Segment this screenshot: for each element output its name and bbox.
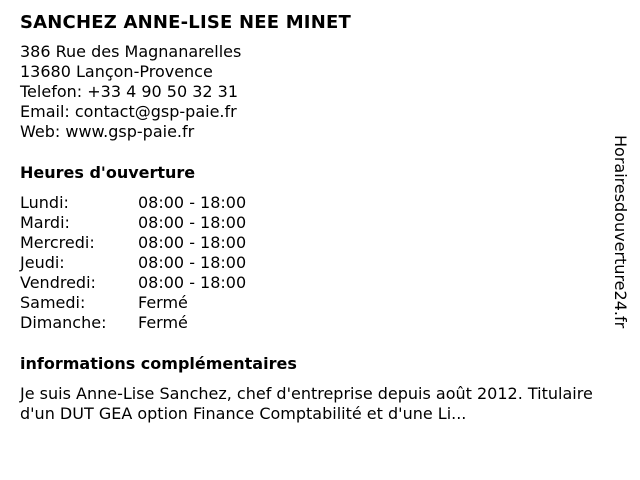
opening-hours-table xyxy=(20,193,246,333)
day-label: Jeudi: xyxy=(20,253,65,272)
additional-info-heading: informations complémentaires xyxy=(20,354,297,373)
city-address: 13680 Lançon-Provence xyxy=(20,62,213,81)
day-time: 08:00 - 18:00 xyxy=(138,213,247,232)
business-card xyxy=(20,10,600,424)
hours-row xyxy=(20,213,246,233)
day-label: Dimanche: xyxy=(20,313,107,332)
hours-row xyxy=(20,253,246,273)
hours-row xyxy=(20,273,246,293)
day-time: Fermé xyxy=(138,313,188,332)
phone-line: Telefon: +33 4 90 50 32 31 xyxy=(20,82,239,101)
day-time: 08:00 - 18:00 xyxy=(138,253,247,272)
hours-row xyxy=(20,293,246,313)
day-label: Vendredi: xyxy=(20,273,96,292)
day-label: Samedi: xyxy=(20,293,86,312)
additional-info-text: Je suis Anne-Lise Sanchez, chef d'entreprise depuis août 2012. Titulaire d'un DUT GEA option Finance Comptabilité et d'une Li... xyxy=(20,384,593,423)
day-label: Lundi: xyxy=(20,193,69,212)
business-name: SANCHEZ ANNE-LISE NEE MINET xyxy=(20,12,351,33)
email-line: Email: contact@gsp-paie.fr xyxy=(20,102,237,121)
day-label: Mardi: xyxy=(20,213,70,232)
street-address: 386 Rue des Magnanarelles xyxy=(20,42,242,61)
day-label: Mercredi: xyxy=(20,233,95,252)
web-line: Web: www.gsp-paie.fr xyxy=(20,122,195,141)
site-watermark: Horairesdouverture24.fr xyxy=(611,135,630,329)
day-time: 08:00 - 18:00 xyxy=(138,193,247,212)
hours-row xyxy=(20,313,246,333)
hours-row xyxy=(20,233,246,253)
day-time: Fermé xyxy=(138,293,188,312)
opening-hours-heading: Heures d'ouverture xyxy=(20,163,196,182)
day-time: 08:00 - 18:00 xyxy=(138,273,247,292)
day-time: 08:00 - 18:00 xyxy=(138,233,247,252)
hours-row xyxy=(20,193,246,213)
